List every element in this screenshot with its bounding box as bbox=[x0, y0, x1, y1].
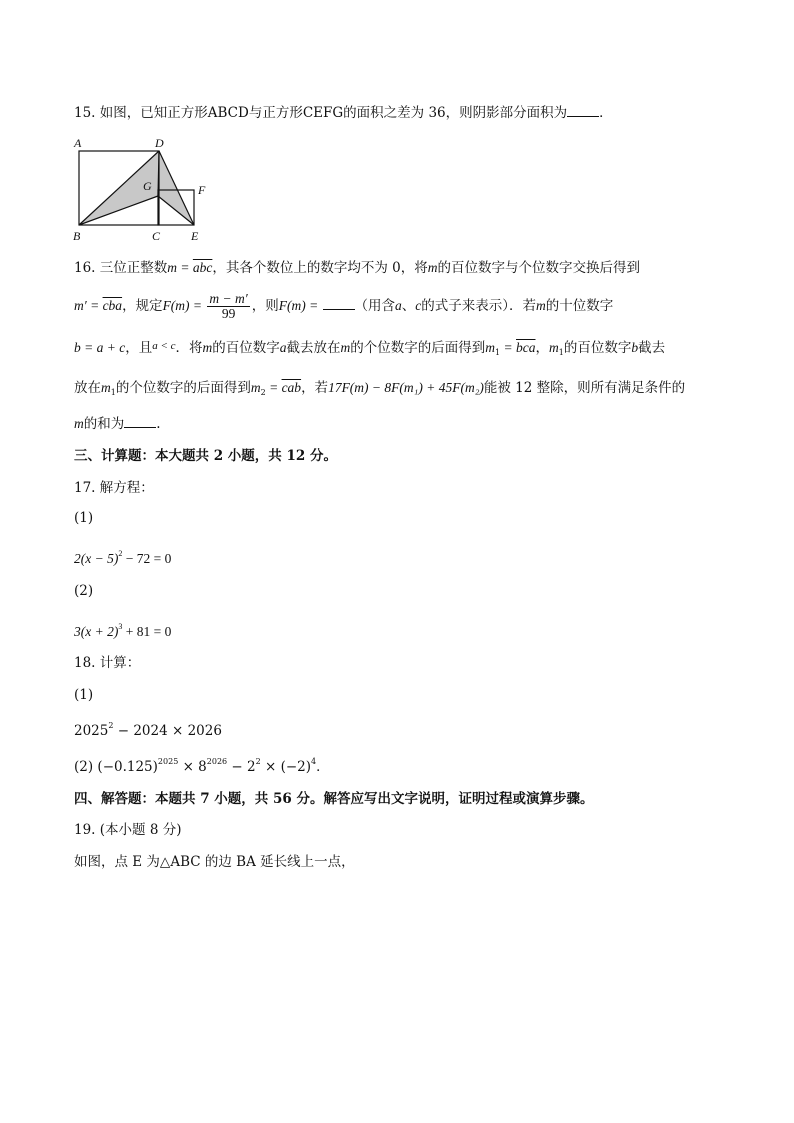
q16-text: 的个位数字的后面得到 bbox=[115, 380, 251, 396]
q16-math: m bbox=[101, 380, 111, 395]
q16-overline-bca: $\overline{bca}$ bbox=[516, 340, 536, 355]
eq-base: 2(x − 5) bbox=[74, 551, 119, 566]
q16-text: 16. 三位正整数 bbox=[74, 260, 168, 276]
eq-base: 3(x + 2) bbox=[74, 624, 119, 639]
expr-exponent: 2026 bbox=[206, 757, 228, 766]
q16-text: 截去 bbox=[638, 340, 666, 356]
expr-term: × 8 bbox=[178, 759, 207, 775]
q16-math: m bbox=[427, 260, 438, 275]
q16-subscript: 2 bbox=[260, 388, 266, 397]
q19-text: 如图，点 E 为△ABC 的边 BA 延长线上一点， bbox=[74, 854, 355, 870]
q16-line-2 bbox=[74, 292, 613, 321]
q19-title: 19. (本小题 8 分) bbox=[74, 822, 182, 838]
q16-text: （用含 bbox=[354, 298, 396, 314]
expr-exponent: 4 bbox=[311, 757, 317, 766]
q16-overline-cab: $\overline{cab}$ bbox=[281, 380, 302, 395]
section-3-heading: 三、计算题：本大题共 2 小题，共 12 分。 bbox=[74, 448, 337, 464]
expr-base: 2025 bbox=[74, 723, 109, 739]
q16-overline-cba: $\overline{cba}$ bbox=[102, 298, 123, 313]
label-c: C bbox=[152, 229, 161, 243]
q15-end: ． bbox=[599, 105, 613, 121]
q16-text: 的式子来表示）．若 bbox=[421, 298, 537, 314]
fraction-numerator: m − m′ bbox=[209, 291, 248, 306]
q18-part-2-label: (2) bbox=[74, 759, 94, 775]
q16-subscript: 1 bbox=[495, 348, 501, 357]
q16-text: ，且 bbox=[125, 340, 153, 356]
expr-base: (−0.125) bbox=[97, 759, 158, 775]
q18-expression-2 bbox=[74, 752, 330, 777]
q16-math: c bbox=[415, 298, 422, 313]
expr-exponent: 2 bbox=[255, 757, 261, 766]
q17-title: 17. 解方程： bbox=[74, 480, 154, 496]
q16-math: m bbox=[340, 340, 351, 355]
expr-rest: − 2024 × 2026 bbox=[113, 723, 222, 739]
q16-text: 的百位数字与个位数字交换后得到 bbox=[437, 260, 641, 276]
fraction-denominator: 99 bbox=[221, 306, 236, 321]
q16-text: 的和为 bbox=[83, 416, 125, 432]
expr-end: ． bbox=[316, 759, 330, 775]
eq-exponent: 3 bbox=[118, 622, 123, 631]
q18-expression-1 bbox=[74, 716, 222, 741]
q16-text: ，则 bbox=[251, 298, 279, 314]
q16-text: 放在 bbox=[74, 380, 101, 396]
label-f: F bbox=[198, 183, 206, 197]
q16-math: b bbox=[631, 340, 639, 355]
q16-math: F(m) = bbox=[162, 298, 206, 313]
q15-text bbox=[74, 103, 613, 123]
q15-figure bbox=[70, 134, 220, 244]
q16-text: 的个位数字的后面得到 bbox=[350, 340, 486, 356]
q16-text: 能被 12 整除，则所有满足条件的 bbox=[483, 380, 686, 396]
q16-math: m bbox=[536, 298, 546, 313]
q16-line-5 bbox=[74, 414, 161, 434]
expr-term: × (−2) bbox=[260, 759, 312, 775]
q16-text: 的十位数字 bbox=[545, 298, 614, 314]
q16-line-3 bbox=[74, 336, 665, 363]
q16-fraction bbox=[207, 292, 249, 321]
q16-math: a < c bbox=[152, 340, 176, 352]
q16-text: 、 bbox=[401, 298, 416, 314]
q16-math: a bbox=[395, 298, 402, 313]
q16-line-4 bbox=[74, 378, 685, 403]
expr-exponent: 2025 bbox=[157, 757, 179, 766]
q16-math: F(m) = bbox=[278, 298, 319, 313]
q15-statement: 15. 如图，已知正方形ABCD与正方形CEFG的面积之差为 36，则阴影部分面积为 bbox=[74, 105, 568, 121]
eq-exponent: 2 bbox=[118, 549, 123, 558]
q16-overline-abc: $\overline{abc}$ bbox=[192, 260, 213, 275]
label-d: D bbox=[155, 136, 164, 150]
q17-part-1-label: (1) bbox=[74, 510, 94, 526]
q16-text: 截去放在 bbox=[286, 340, 341, 356]
q18-part-1-label: (1) bbox=[74, 687, 94, 703]
q16-divisibility-expression: 17F(m) − 8F(m₁) + 45F(m₂) bbox=[328, 380, 484, 395]
q18-title: 18. 计算： bbox=[74, 655, 141, 671]
q17-part-2-label: (2) bbox=[74, 583, 94, 599]
q16-text: ， bbox=[535, 340, 549, 356]
expr-exponent: 2 bbox=[108, 721, 114, 730]
q17-equation-2 bbox=[74, 617, 171, 642]
q16-math: m bbox=[202, 340, 213, 355]
label-a: A bbox=[74, 136, 82, 150]
q16-line-1 bbox=[74, 258, 640, 278]
q16-math: a bbox=[279, 340, 287, 355]
q16-text: ，其各个数位上的数字均不为 0，将 bbox=[212, 260, 428, 276]
q16-math: m bbox=[74, 416, 84, 431]
q16-text: ．将 bbox=[175, 340, 203, 356]
q16-math: m bbox=[485, 340, 496, 355]
q16-text: ，规定 bbox=[122, 298, 163, 314]
eq-rest: + 81 = 0 bbox=[122, 624, 172, 639]
q16-answer-blank-1 bbox=[323, 297, 355, 310]
q16-math: m′ = bbox=[74, 298, 103, 313]
eq-rest: − 72 = 0 bbox=[122, 551, 172, 566]
label-b: B bbox=[73, 229, 81, 243]
q16-subscript: 1 bbox=[558, 348, 564, 357]
q16-math: = bbox=[265, 380, 282, 395]
q16-text: 的百位数字 bbox=[563, 340, 632, 356]
q16-math: m bbox=[549, 340, 559, 355]
q16-text: 的百位数字 bbox=[212, 340, 280, 356]
q16-subscript: 1 bbox=[110, 388, 116, 397]
q16-math: m bbox=[250, 380, 261, 395]
q16-math: b = a + c bbox=[74, 340, 126, 355]
q17-equation-1 bbox=[74, 544, 171, 569]
q16-math: = bbox=[500, 340, 516, 355]
q16-math: m = bbox=[167, 260, 193, 275]
q16-answer-blank-2 bbox=[124, 415, 156, 428]
label-g: G bbox=[143, 179, 152, 193]
q16-text: . bbox=[156, 416, 161, 432]
expr-term: − 2 bbox=[227, 759, 256, 775]
q16-text: ，若 bbox=[301, 380, 329, 396]
label-e: E bbox=[191, 229, 199, 243]
q15-answer-blank bbox=[567, 104, 599, 117]
section-4-heading: 四、解答题：本题共 7 小题，共 56 分。解答应写出文字说明，证明过程或演算步骤。 bbox=[74, 791, 594, 807]
